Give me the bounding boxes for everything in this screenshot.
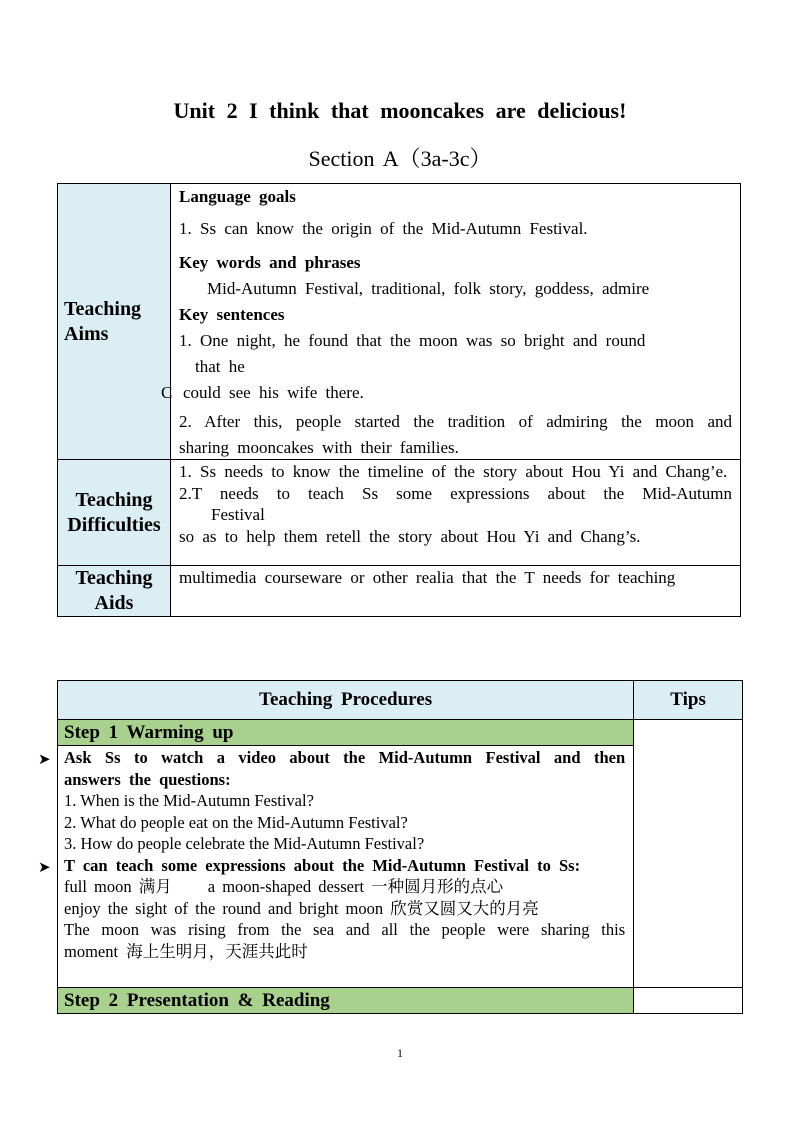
question-item: 2. What do people eat on the Mid-Autumn Festival? (64, 812, 408, 832)
document-title: Unit 2 I think that mooncakes are delicious! (173, 98, 627, 123)
expression-text: full moon 满月 (64, 877, 172, 896)
tips-header: Tips (634, 681, 743, 720)
step-1-content (58, 746, 634, 988)
procedures-table (57, 680, 743, 1014)
key-sentence-1-cont: that he (195, 357, 245, 376)
expression-item: The moon was rising from the sea and all the people were sharing this moment 海上生明月，天涯共此时 (64, 920, 626, 961)
step-1-heading: Step 1 Warming up (58, 720, 634, 746)
document-subtitle: Section A（3a-3c） (308, 146, 492, 171)
key-sentence-1: 1. One night, he found that the moon was so bright and round (179, 331, 646, 350)
tips-cell (634, 720, 743, 988)
step-1-task: T can teach some expressions about the Mid-Autumn Festival to Ss: (64, 855, 581, 875)
label-line: Teaching (75, 488, 153, 511)
question-item: 1. When is the Mid-Autumn Festival? (64, 791, 314, 810)
difficulty-item-cont: Festival (211, 505, 265, 524)
language-goals-heading: Language goals (179, 187, 296, 206)
difficulty-item-cont: so as to help them retell the story about Hou Yi and Chang’s. (179, 526, 641, 546)
key-sentence-2: 2. After this, people started the tradition of admiring the moon and sharing mooncakes with their families. (179, 412, 732, 457)
page-number: 1 (397, 1046, 403, 1060)
label-line: Difficulties (67, 513, 161, 536)
teaching-aids-text: multimedia courseware or other realia that the T needs for teaching (179, 568, 676, 587)
arrow-bullet-icon: ➤ (38, 860, 51, 876)
expression-item: enjoy the sight of the round and bright moon 欣赏又圆又大的月亮 (64, 898, 539, 918)
label-line: Aids (94, 592, 134, 614)
key-sentence-1-end: could see his wife there. (183, 383, 364, 402)
difficulty-item: 2.T needs to teach Ss some expressions about the Mid-Autumn (179, 483, 732, 503)
label-line: Aims (64, 322, 109, 345)
key-words-list: Mid-Autumn Festival, traditional, folk story, goddess, admire (207, 279, 650, 298)
teaching-aims-label (58, 184, 171, 460)
label-line: Teaching (64, 297, 142, 320)
teaching-aims-content (161, 184, 741, 460)
key-sentences-heading: Key sentences (179, 305, 285, 324)
teaching-difficulties-label (58, 460, 171, 566)
procedures-header: Teaching Procedures (58, 681, 634, 720)
difficulty-item: 1. Ss needs to know the timeline of the story about Hou Yi and Chang’e. (179, 462, 728, 481)
aims-table (57, 183, 741, 617)
label-line: Teaching (75, 567, 153, 589)
step-1-task: Ask Ss to watch a video about the Mid-Autumn Festival and then answers the questions: (64, 748, 626, 789)
teaching-aids-label (58, 566, 171, 617)
step-2-heading: Step 2 Presentation & Reading (58, 988, 634, 1014)
teaching-aids-content (171, 566, 741, 617)
expression-text: a moon-shaped dessert 一种圆月形的点心 (207, 877, 504, 896)
arrow-bullet-icon: ➤ (38, 752, 51, 768)
language-goal-item: 1. Ss can know the origin of the Mid-Autumn Festival. (179, 219, 588, 238)
key-words-heading: Key words and phrases (179, 253, 361, 272)
tips-cell (634, 988, 743, 1014)
stray-marker: C (161, 383, 173, 402)
question-item: 3. How do people celebrate the Mid-Autumn Festival? (64, 834, 425, 853)
teaching-difficulties-content (171, 460, 741, 566)
expression-item (64, 876, 625, 898)
